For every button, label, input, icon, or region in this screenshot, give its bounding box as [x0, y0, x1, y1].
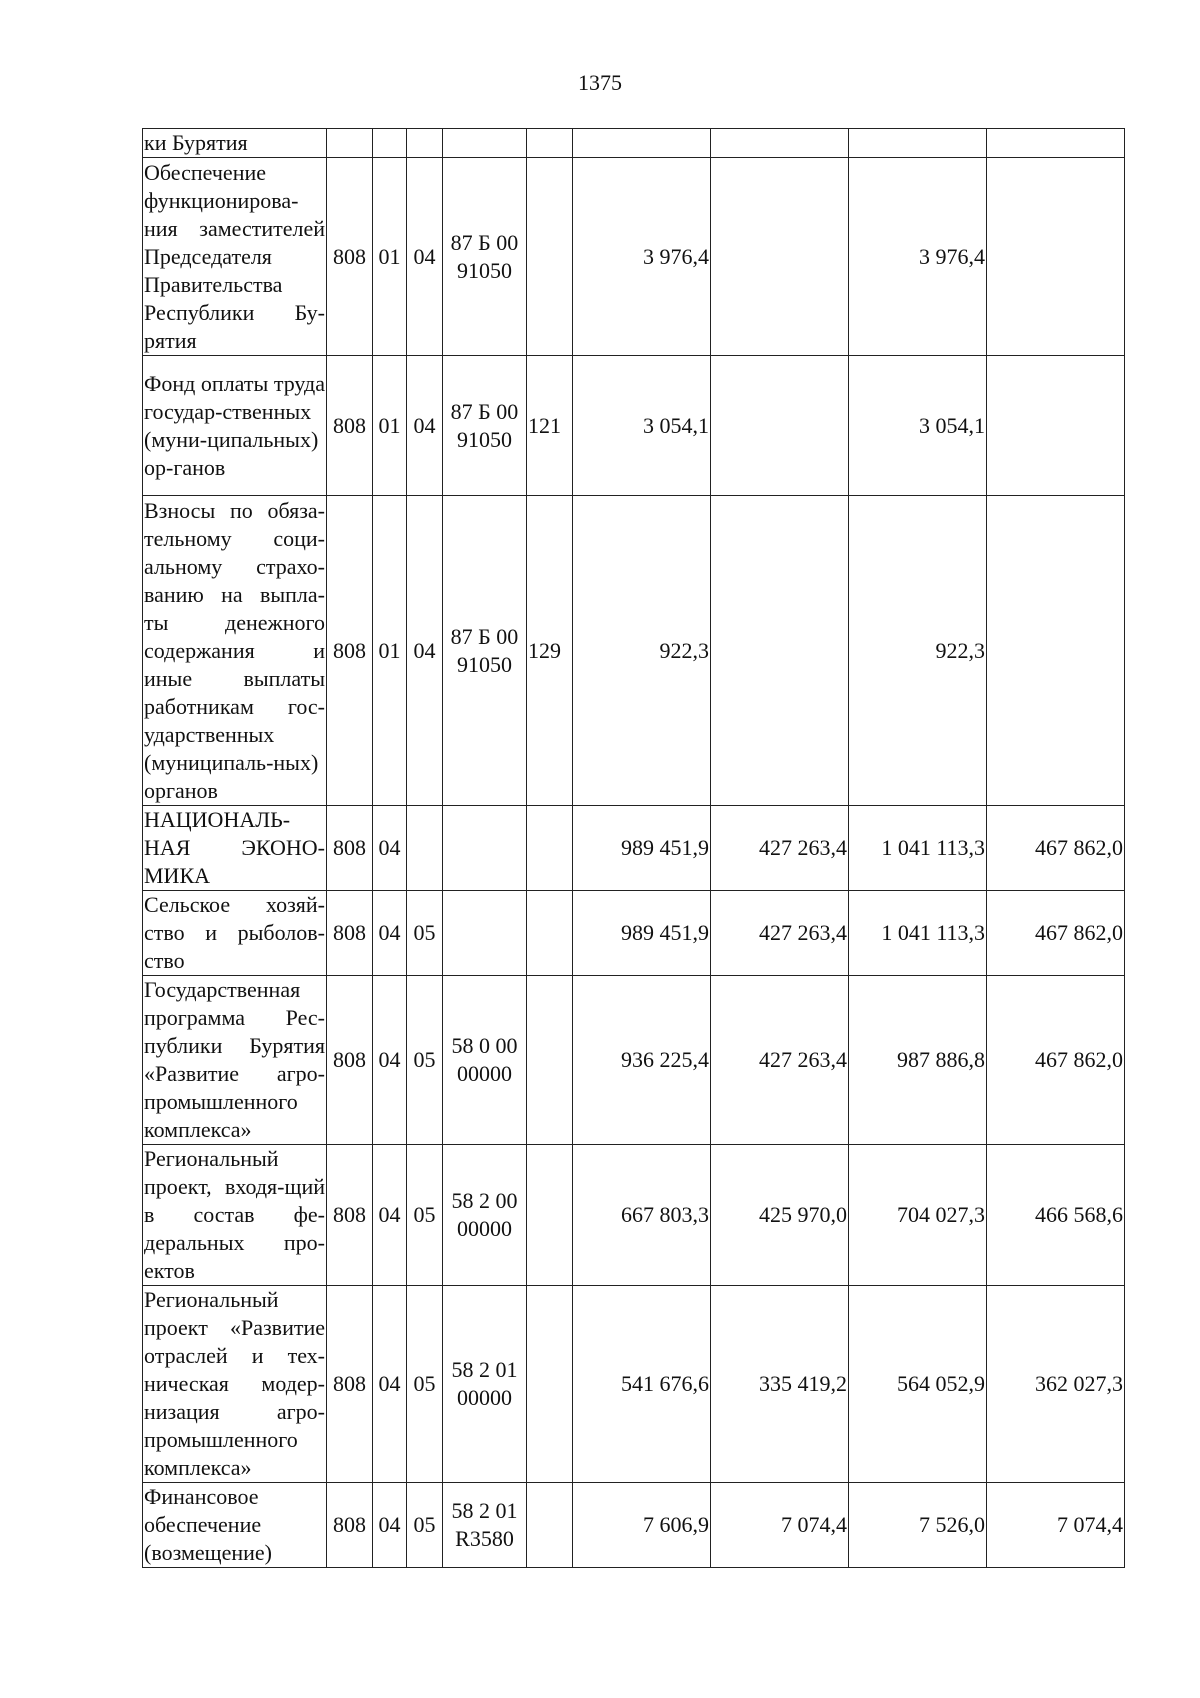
row-name: ки Бурятия: [143, 129, 327, 158]
table-row: [143, 129, 1125, 158]
amount-3: 3 976,4: [849, 158, 987, 356]
amount-2: 427 263,4: [711, 891, 849, 976]
amount-1: 989 451,9: [573, 806, 711, 891]
rz-code: 01: [373, 158, 407, 356]
amount-3: 704 027,3: [849, 1145, 987, 1286]
amount-4: [987, 129, 1125, 158]
csr-code: 58 0 00 00000: [443, 976, 527, 1145]
rz-code: 04: [373, 891, 407, 976]
amount-1: [573, 129, 711, 158]
amount-1: 541 676,6: [573, 1286, 711, 1483]
vr-code: [527, 1483, 573, 1568]
pr-code: 05: [407, 976, 443, 1145]
amount-3: [849, 129, 987, 158]
table-row: [143, 496, 1125, 806]
amount-4: [987, 496, 1125, 806]
amount-3: 1 041 113,3: [849, 891, 987, 976]
amount-1: 989 451,9: [573, 891, 711, 976]
table-row: [143, 1145, 1125, 1286]
csr-code: 58 2 00 00000: [443, 1145, 527, 1286]
gr-code: 808: [327, 356, 373, 496]
amount-2: 427 263,4: [711, 806, 849, 891]
table-row: [143, 976, 1125, 1145]
pr-code: 04: [407, 356, 443, 496]
amount-3: 1 041 113,3: [849, 806, 987, 891]
amount-4: 362 027,3: [987, 1286, 1125, 1483]
table-row: [143, 356, 1125, 496]
amount-4: [987, 356, 1125, 496]
pr-code: 05: [407, 891, 443, 976]
row-name: Сельское хозяй-ство и рыболов-ство: [143, 891, 327, 976]
amount-1: 3 054,1: [573, 356, 711, 496]
gr-code: 808: [327, 1483, 373, 1568]
csr-code: 87 Б 00 91050: [443, 356, 527, 496]
pr-code: 05: [407, 1483, 443, 1568]
row-name: Фонд оплаты труда государ-ственных (муни-ципальных) ор-ганов: [143, 356, 327, 496]
pr-code: 05: [407, 1286, 443, 1483]
page-number: 1375: [578, 70, 622, 95]
csr-code: [443, 806, 527, 891]
rz-code: 04: [373, 1145, 407, 1286]
gr-code: 808: [327, 496, 373, 806]
amount-1: 667 803,3: [573, 1145, 711, 1286]
pr-code: [407, 806, 443, 891]
vr-code: [527, 891, 573, 976]
amount-1: 922,3: [573, 496, 711, 806]
amount-2: 335 419,2: [711, 1286, 849, 1483]
amount-4: 7 074,4: [987, 1483, 1125, 1568]
vr-code: 121: [527, 356, 573, 496]
csr-code: 58 2 01 R3580: [443, 1483, 527, 1568]
amount-4: 467 862,0: [987, 891, 1125, 976]
amount-2: 427 263,4: [711, 976, 849, 1145]
amount-3: 7 526,0: [849, 1483, 987, 1568]
csr-code: [443, 129, 527, 158]
row-name: Финансовое обеспечение (возмещение): [143, 1483, 327, 1568]
rz-code: 01: [373, 496, 407, 806]
vr-code: [527, 976, 573, 1145]
gr-code: 808: [327, 806, 373, 891]
amount-4: 467 862,0: [987, 806, 1125, 891]
row-name: Обеспечение функционирова-ния заместителей Председателя Правительства Республики Бу-рятия: [143, 158, 327, 356]
amount-3: 922,3: [849, 496, 987, 806]
row-name: НАЦИОНАЛЬ-НАЯ ЭКОНО-МИКА: [143, 806, 327, 891]
vr-code: [527, 1145, 573, 1286]
table-row: [143, 1483, 1125, 1568]
amount-1: 7 606,9: [573, 1483, 711, 1568]
csr-code: 58 2 01 00000: [443, 1286, 527, 1483]
amount-4: 466 568,6: [987, 1145, 1125, 1286]
rz-code: 01: [373, 356, 407, 496]
amount-2: [711, 158, 849, 356]
csr-code: 87 Б 00 91050: [443, 496, 527, 806]
vr-code: [527, 1286, 573, 1483]
table-row: [143, 158, 1125, 356]
gr-code: 808: [327, 1145, 373, 1286]
amount-2: [711, 129, 849, 158]
amount-3: 564 052,9: [849, 1286, 987, 1483]
row-name: Взносы по обяза-тельному соци-альному страхо-ванию на выпла-ты денежного содержания и иные выплаты работникам гос-ударственных (муниципаль-ных) органов: [143, 496, 327, 806]
rz-code: 04: [373, 1286, 407, 1483]
pr-code: 04: [407, 496, 443, 806]
csr-code: 87 Б 00 91050: [443, 158, 527, 356]
amount-2: 425 970,0: [711, 1145, 849, 1286]
gr-code: 808: [327, 891, 373, 976]
amount-4: [987, 158, 1125, 356]
amount-3: 3 054,1: [849, 356, 987, 496]
vr-code: [527, 806, 573, 891]
pr-code: 04: [407, 158, 443, 356]
table-row: [143, 806, 1125, 891]
vr-code: [527, 158, 573, 356]
row-name: Государственная программа Рес-публики Бурятия «Развитие агро-промышленного комплекса»: [143, 976, 327, 1145]
csr-code: [443, 891, 527, 976]
table-body: [143, 129, 1125, 1568]
vr-code: [527, 129, 573, 158]
amount-2: [711, 496, 849, 806]
table-row: [143, 891, 1125, 976]
pr-code: 05: [407, 1145, 443, 1286]
gr-code: 808: [327, 976, 373, 1145]
gr-code: 808: [327, 158, 373, 356]
budget-table: [142, 128, 1125, 1568]
vr-code: 129: [527, 496, 573, 806]
row-name: Региональный проект «Развитие отраслей и тех-ническая модер-низация агро-промышленного комплекса»: [143, 1286, 327, 1483]
rz-code: [373, 129, 407, 158]
row-name: Региональный проект, входя-щий в состав фе-деральных про-ектов: [143, 1145, 327, 1286]
amount-2: 7 074,4: [711, 1483, 849, 1568]
amount-2: [711, 356, 849, 496]
amount-1: 3 976,4: [573, 158, 711, 356]
table-row: [143, 1286, 1125, 1483]
gr-code: 808: [327, 1286, 373, 1483]
rz-code: 04: [373, 806, 407, 891]
amount-3: 987 886,8: [849, 976, 987, 1145]
rz-code: 04: [373, 976, 407, 1145]
gr-code: [327, 129, 373, 158]
amount-4: 467 862,0: [987, 976, 1125, 1145]
rz-code: 04: [373, 1483, 407, 1568]
pr-code: [407, 129, 443, 158]
amount-1: 936 225,4: [573, 976, 711, 1145]
